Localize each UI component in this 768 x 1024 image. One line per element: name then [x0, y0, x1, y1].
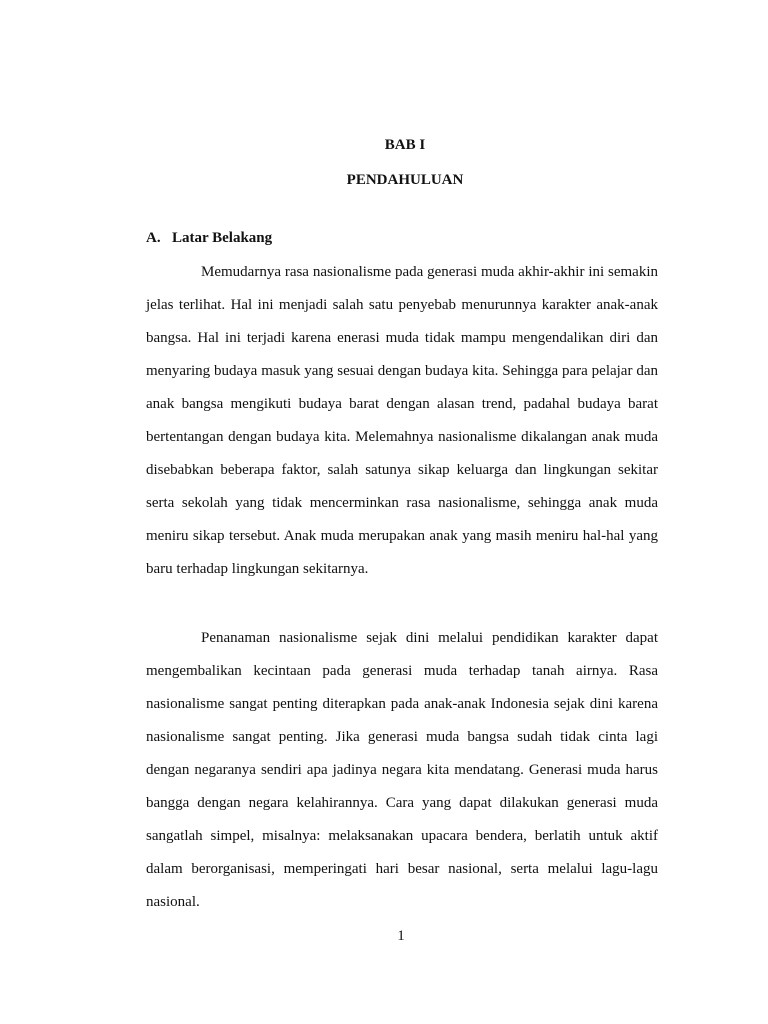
paragraph-1: Memudarnya rasa nasionalisme pada generasi muda akhir-akhir ini semakin jelas terlihat. Hal ini menjadi salah satu penyebab menurunnya karakter anak-anak bangsa. Hal ini terjadi karena enerasi muda tidak mampu mengendalikan diri dan menyaring budaya masuk yang sesuai dengan budaya kita. Sehingga para pelajar dan anak bangsa mengikuti budaya barat dengan alasan trend, padahal budaya barat bertentangan dengan budaya kita. Melemahnya nasionalisme dikalangan anak muda disebabkan beberapa faktor, salah satunya sikap keluarga dan lingkungan sekitar serta sekolah yang tidak mencerminkan rasa nasionalisme, sehingga anak muda meniru sikap tersebut. Anak muda merupakan anak yang masih meniru hal-hal yang baru terhadap lingkungan sekitarnya.: [146, 264, 658, 577]
section-title: Latar Belakang: [172, 230, 273, 246]
section-number: A.: [146, 230, 161, 246]
chapter-heading: BAB I: [384, 137, 426, 153]
page-number: 1: [397, 928, 405, 944]
chapter-title: PENDAHULUAN: [346, 172, 464, 188]
section-heading: [146, 230, 272, 247]
paragraph-2: Penanaman nasionalisme sejak dini melalui pendidikan karakter dapat mengembalikan kecintaan pada generasi muda terhadap tanah airnya. Rasa nasionalisme sangat penting diterapkan pada anak-anak Indonesia sejak dini karena nasionalisme sangat penting. Jika generasi muda bangsa sudah tidak cinta lagi dengan negaranya sendiri apa jadinya negara kita mendatang. Generasi muda harus bangga dengan negara kelahirannya. Cara yang dapat dilakukan generasi muda sangatlah simpel, misalnya: melaksanakan upacara bendera, berlatih untuk aktif dalam berorganisasi, memperingati hari besar nasional, serta melalui lagu-lagu nasional.: [146, 630, 658, 910]
